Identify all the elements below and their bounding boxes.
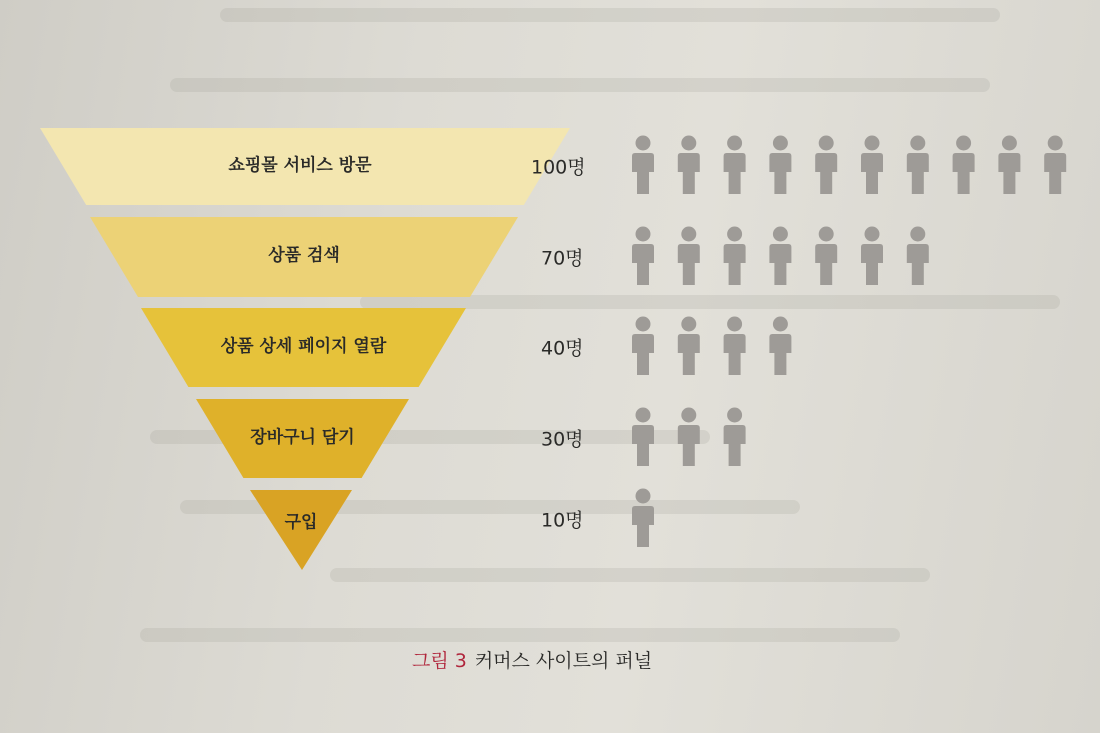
funnel-count-label: 30명: [541, 428, 584, 451]
funnel-layer-label: 장바구니 담기: [250, 427, 355, 447]
person-icon: [769, 317, 791, 376]
person-icon: [632, 227, 654, 286]
person-icon: [632, 317, 654, 376]
person-icon: [632, 408, 654, 467]
person-icon: [815, 227, 837, 286]
funnel-count-label: 40명: [541, 337, 584, 360]
funnel-count-label: 100명: [531, 156, 586, 179]
funnel-layer-label: 구입: [284, 512, 318, 533]
person-icon: [769, 227, 791, 286]
person-icon: [632, 136, 654, 195]
funnel-layer-label: 상품 상세 페이지 열람: [220, 336, 387, 356]
person-icon: [678, 136, 700, 195]
person-icon: [678, 408, 700, 467]
person-icon: [632, 489, 654, 548]
person-icon: [907, 227, 929, 286]
person-icon: [678, 317, 700, 376]
person-icon: [998, 136, 1020, 195]
person-icon: [861, 136, 883, 195]
person-icon: [1044, 136, 1066, 195]
person-icon: [724, 317, 746, 376]
person-icon: [724, 227, 746, 286]
figure-title: 커머스 사이트의 퍼널: [474, 650, 653, 672]
person-icon: [769, 136, 791, 195]
person-icon: [907, 136, 929, 195]
figure-caption: [412, 646, 652, 673]
funnel-count-label: 10명: [541, 509, 584, 532]
person-icon: [861, 227, 883, 286]
funnel-layer-label: 상품 검색: [268, 245, 340, 266]
person-icon: [953, 136, 975, 195]
person-icon: [724, 408, 746, 467]
figure-number: 그림 3: [412, 650, 467, 672]
person-icon: [678, 227, 700, 286]
person-icon: [724, 136, 746, 195]
funnel-layer-label: 쇼핑몰 서비스 방문: [228, 155, 372, 175]
funnel-count-label: 70명: [541, 247, 584, 270]
person-icon: [815, 136, 837, 195]
